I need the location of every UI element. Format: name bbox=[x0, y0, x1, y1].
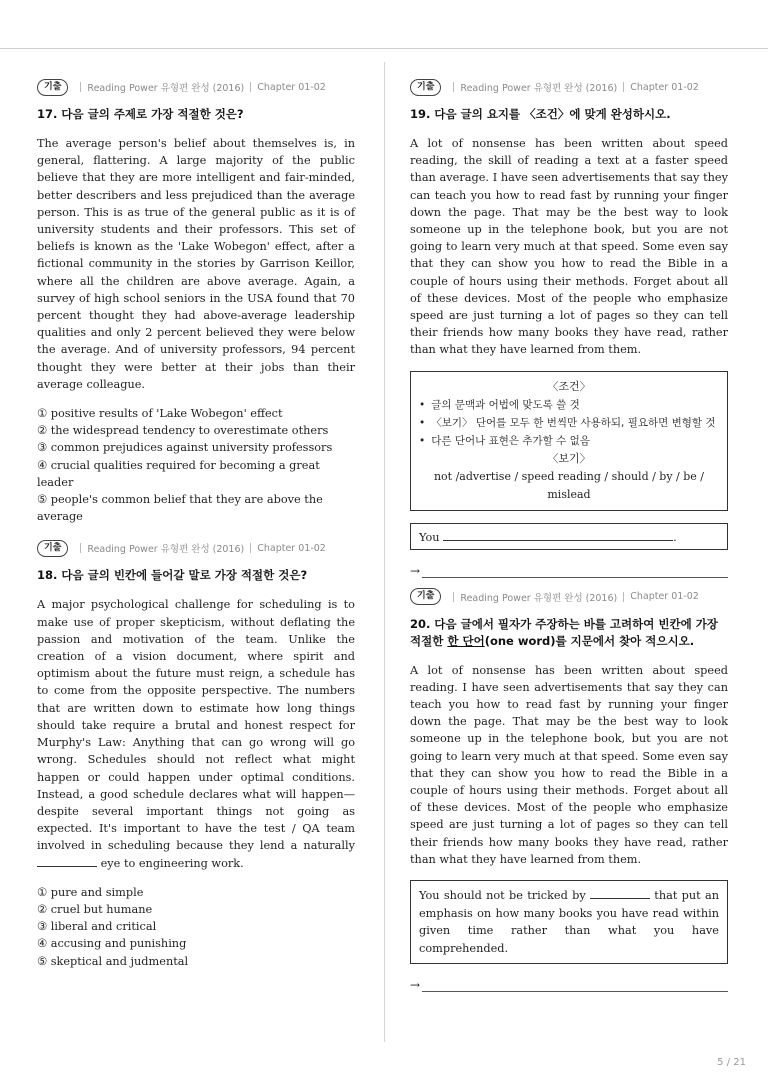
summary-box bbox=[410, 880, 728, 964]
question-18-passage bbox=[37, 596, 355, 871]
separator bbox=[250, 82, 251, 92]
source-line bbox=[410, 78, 728, 96]
answer-line bbox=[410, 562, 728, 578]
header-rule bbox=[0, 48, 768, 49]
choice-4: ④ accusing and punishing bbox=[37, 937, 187, 951]
choice-2: ② the widespread tendency to overestimate others bbox=[37, 424, 329, 438]
separator bbox=[623, 592, 624, 602]
condition-item: • 〈보기〉 단어를 모두 한 번씩만 사용하되, 필요하면 변형할 것 bbox=[419, 414, 719, 432]
answer-line bbox=[410, 976, 728, 992]
source-line bbox=[410, 588, 728, 606]
separator bbox=[250, 543, 251, 553]
answer-underline[interactable] bbox=[422, 981, 728, 992]
example-title: 〈보기〉 bbox=[547, 451, 591, 465]
answer-blank[interactable] bbox=[443, 529, 673, 541]
answer-blank[interactable] bbox=[590, 887, 650, 899]
source-chapter: Chapter 01-02 bbox=[630, 81, 699, 93]
separator bbox=[453, 592, 454, 602]
passage-text: A major psychological challenge for scheduling is to make use of proper skepticism, without deflating the passion and motivation of the team. Unlike the creation of a vision document, where spirit and optimism about the future must reign, a schedule has to come from the opposite perspective. The numbers that are written down to estimate how long things should take require a brutal and honest respect for Murphy's Law: Anything that can go wrong will go wrong. Schedules should not reflect what might happen or could happen under optimal conditions. Instead, a good schedule declares what will happen—despite several important things not going as expected. It's important to have the test / QA team involved in scheduling because they lend a naturally bbox=[37, 598, 355, 853]
summary-end: that put an emphasis on how many books you have read within given time rather than what you have comprehended. bbox=[419, 889, 719, 955]
separator bbox=[453, 82, 454, 92]
source-book: Reading Power 유형편 완성 (2016) bbox=[87, 544, 245, 556]
choice-4: ④ crucial qualities required for becoming a great leader bbox=[37, 458, 320, 489]
source-line bbox=[37, 78, 355, 96]
answer-underline[interactable] bbox=[422, 567, 728, 578]
source-badge: 기출 bbox=[37, 79, 68, 96]
question-17-passage: The average person's belief about themselves is, in general, flattering. A large majority of the public believe that they are more intelligent and fair-minded, better describers and less prejudiced than the average person. This is as true of the general public as it is of university students and their professors. This set of beliefs is known as the 'Lake Wobegon' effect, after a fictional community in the stories by Garrison Keillor, where all the children are above average. Again, a survey of high school seniors in the USA found that 70 percent thought they had above-average leadership qualities and only 2 percent believed they were below the average. And of university professors, 94 percent thought they were better at their jobs than their average colleague. bbox=[37, 137, 355, 391]
right-column bbox=[410, 78, 728, 992]
choice-3: ③ common prejudices against university professors bbox=[37, 441, 333, 455]
question-17-choices bbox=[37, 405, 355, 525]
choice-3: ③ liberal and critical bbox=[37, 920, 157, 934]
choice-2: ② cruel but humane bbox=[37, 902, 153, 916]
choice-1: ① positive results of 'Lake Wobegon' effect bbox=[37, 407, 283, 421]
title-part: (one word)를 지문에서 찾아 적으시오. bbox=[484, 633, 695, 648]
column-divider bbox=[384, 62, 385, 1042]
question-17-title: 17. 다음 글의 주제로 가장 적절한 것은? bbox=[37, 107, 244, 121]
passage-end: eye to engineering work. bbox=[100, 856, 244, 870]
choice-5: ⑤ people's common belief that they are above the average bbox=[37, 493, 323, 524]
summary-start: You should not be tricked by bbox=[419, 889, 586, 903]
title-underlined: 한 단어 bbox=[447, 633, 485, 648]
choice-1: ① pure and simple bbox=[37, 885, 144, 899]
question-19-title: 19. 다음 글의 요지를 〈조건〉에 맞게 완성하시오. bbox=[410, 107, 671, 121]
title-part: 20. 다음 글에서 필자가 주장하는 바를 고려하여 빈칸에 가장 적절한 bbox=[410, 616, 718, 648]
source-badge: 기출 bbox=[410, 588, 441, 605]
choice-5: ⑤ skeptical and judmental bbox=[37, 954, 189, 968]
example-words: not /advertise / speed reading / should / by / be / mislead bbox=[433, 469, 705, 501]
source-chapter: Chapter 01-02 bbox=[257, 542, 326, 554]
separator bbox=[623, 82, 624, 92]
arrow-icon: → bbox=[410, 978, 421, 993]
question-18-choices bbox=[37, 884, 355, 970]
source-chapter: Chapter 01-02 bbox=[630, 591, 699, 603]
separator bbox=[80, 82, 81, 92]
condition-title: 〈조건〉 bbox=[547, 379, 591, 393]
source-book: Reading Power 유형편 완성 (2016) bbox=[460, 592, 618, 604]
separator bbox=[80, 543, 81, 553]
source-badge: 기출 bbox=[410, 79, 441, 96]
arrow-icon: → bbox=[410, 563, 421, 578]
question-19-passage: A lot of nonsense has been written about speed reading, the skill of reading a text at a faster speed than average. I have seen advertisements that say they can teach you how to read fast by running your finger down the page. That may be the best way to look someone up in the telephone book, but you are not going to learn very much at that speed. Some even say that they can show you how to read the Bible in a couple of hours using their methods. Forget about all of these devices. Most of the people who emphasize speed are just turning a lot of pages so they can tell their friends how many books they have read, rather than what they have learned from them. bbox=[410, 137, 728, 357]
left-column bbox=[37, 78, 355, 984]
answer-blank bbox=[37, 855, 97, 867]
answer-suffix: . bbox=[673, 530, 677, 544]
source-book: Reading Power 유형편 완성 (2016) bbox=[87, 83, 245, 94]
condition-item: • 다른 단어나 표현은 추가할 수 없음 bbox=[419, 432, 719, 450]
condition-item: • 글의 문맥과 어법에 맞도록 쓸 것 bbox=[419, 396, 719, 414]
source-badge: 기출 bbox=[37, 540, 68, 557]
answer-box bbox=[410, 523, 728, 550]
source-chapter: Chapter 01-02 bbox=[257, 81, 326, 93]
answer-prefix: You bbox=[419, 530, 440, 544]
source-line bbox=[37, 539, 355, 557]
question-20-title bbox=[410, 616, 728, 650]
condition-box bbox=[410, 371, 728, 511]
question-20-passage: A lot of nonsense has been written about speed reading. I have seen advertisements that say they can teach you how to read fast by running your finger down the page. That may be the best way to look someone up in the telephone book, but you are not going to learn very much at that speed. Some even say that they can show you how to read the Bible in a couple of hours using their methods. Forget about all of these devices. Most of the people who emphasize speed are just turning a lot of pages so they can tell their friends how many books they have read, rather than what they have learned from them. bbox=[410, 663, 728, 866]
source-book: Reading Power 유형편 완성 (2016) bbox=[460, 83, 618, 94]
page-number: 5 / 21 bbox=[717, 1057, 746, 1068]
question-18-title: 18. 다음 글의 빈칸에 들어갈 말로 가장 적절한 것은? bbox=[37, 568, 308, 583]
